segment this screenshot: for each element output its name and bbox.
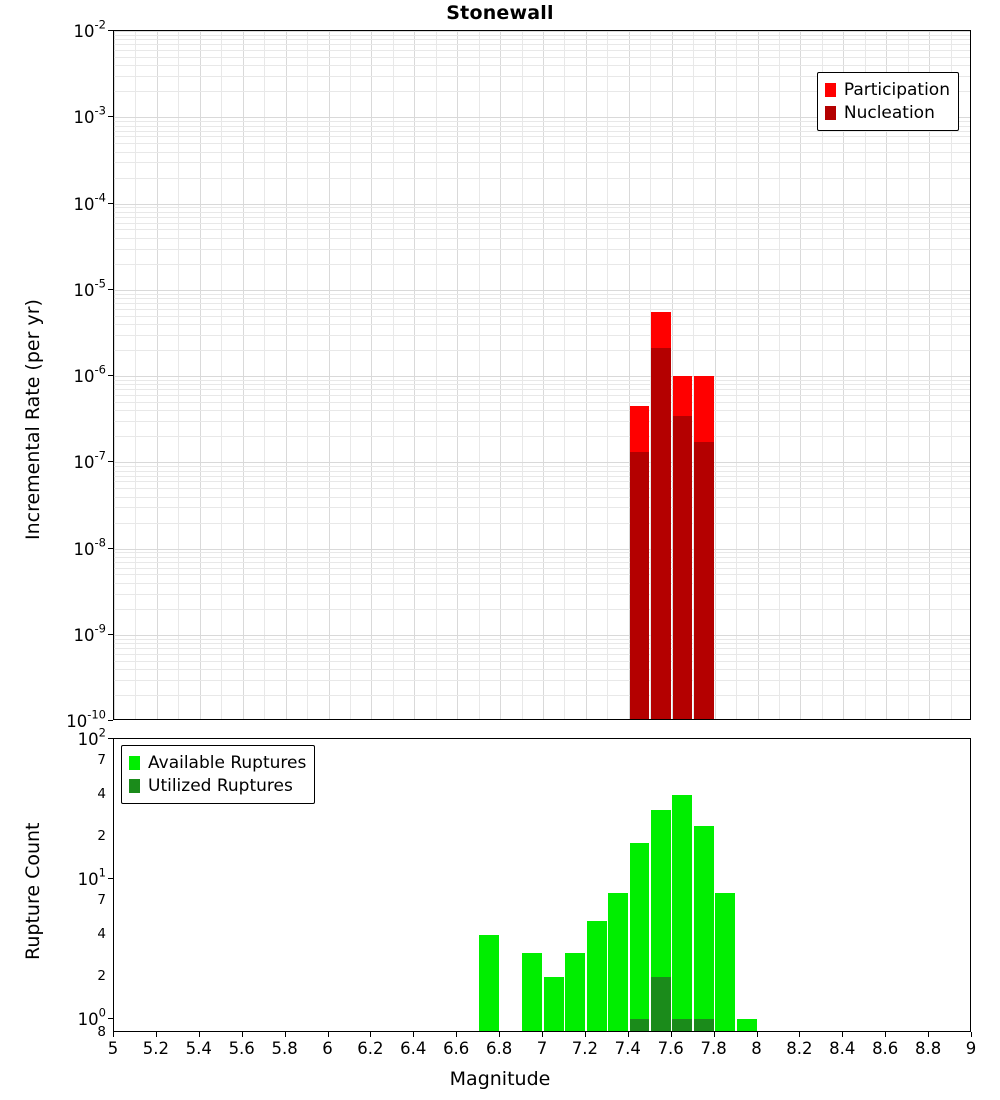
y-tick-mark xyxy=(108,634,113,635)
legend-item-nucleation xyxy=(825,101,950,124)
x-tick-label: 8 xyxy=(751,1039,762,1058)
legend-item-participation xyxy=(825,78,950,101)
gridline-horizontal xyxy=(114,57,970,58)
x-tick-label: 5.4 xyxy=(185,1039,212,1058)
gridline-vertical xyxy=(822,31,823,719)
gridline-vertical xyxy=(715,31,716,719)
bar-utilized-ruptures xyxy=(651,977,671,1032)
gridline-horizontal xyxy=(114,294,970,295)
y-tick-label: $10^{-6}$ xyxy=(73,362,106,386)
x-tick-label: 7 xyxy=(536,1039,548,1058)
gridline-horizontal xyxy=(114,583,970,584)
gridline-horizontal xyxy=(114,389,970,390)
gridline-vertical xyxy=(457,31,458,719)
gridline-horizontal xyxy=(114,207,970,208)
gridline-horizontal xyxy=(114,35,970,36)
participation-swatch xyxy=(825,83,836,97)
x-tick-mark xyxy=(757,1032,758,1037)
bar-available-ruptures xyxy=(544,977,564,1032)
x-tick-mark xyxy=(714,1032,715,1037)
y-tick-label: $10^0$ xyxy=(77,1005,106,1030)
gridline-horizontal xyxy=(114,229,970,230)
x-tick-mark xyxy=(456,1032,457,1037)
gridline-horizontal xyxy=(114,507,970,508)
gridline-vertical xyxy=(157,31,158,719)
bar-available-ruptures xyxy=(715,893,735,1032)
page-title: Stonewall xyxy=(446,2,554,24)
x-tick-label: 5.8 xyxy=(271,1039,298,1058)
x-tick-mark xyxy=(585,1032,586,1037)
gridline-horizontal xyxy=(114,471,970,472)
gridline-vertical xyxy=(500,31,501,719)
bar-nucleation xyxy=(673,416,692,720)
x-tick-mark xyxy=(370,1032,371,1037)
gridline-horizontal xyxy=(114,309,970,310)
y-tick-mark xyxy=(108,30,113,31)
legend-ruptures xyxy=(121,745,315,804)
gridline-horizontal xyxy=(114,574,970,575)
y-tick-label: $10^{-7}$ xyxy=(73,448,106,472)
gridline-horizontal xyxy=(114,557,970,558)
gridline-horizontal xyxy=(114,695,970,696)
y-minor-tick-label: 7 xyxy=(97,891,106,908)
gridline-horizontal xyxy=(114,549,970,550)
x-tick-mark xyxy=(156,1032,157,1037)
gridline-vertical xyxy=(843,31,844,719)
gridline-vertical xyxy=(264,31,265,719)
y-tick-mark xyxy=(108,720,113,721)
x-tick-label: 9 xyxy=(965,1039,977,1058)
y-tick-mark xyxy=(108,461,113,462)
available-swatch xyxy=(129,756,140,770)
legend-label-nucleation: Nucleation xyxy=(843,102,935,123)
gridline-vertical xyxy=(522,31,523,719)
gridline-horizontal xyxy=(114,44,970,45)
legend-item-utilized xyxy=(129,774,306,797)
x-tick-label: 7.4 xyxy=(614,1039,641,1058)
legend-label-participation: Participation xyxy=(843,79,950,100)
gridline-horizontal xyxy=(114,402,970,403)
gridline-vertical xyxy=(951,31,952,719)
gridline-horizontal xyxy=(114,223,970,224)
x-tick-label: 8.8 xyxy=(914,1039,942,1058)
x-tick-mark xyxy=(242,1032,243,1037)
bottom-y-axis-label: Rupture Count xyxy=(22,822,44,960)
y-tick-mark xyxy=(108,878,113,879)
gridline-horizontal xyxy=(114,648,970,649)
gridline-vertical xyxy=(371,31,372,719)
x-tick-label: 8.6 xyxy=(872,1039,899,1058)
x-tick-mark xyxy=(413,1032,414,1037)
gridline-horizontal xyxy=(114,65,970,66)
gridline-horizontal xyxy=(114,562,970,563)
x-tick-mark xyxy=(499,1032,500,1037)
x-tick-mark xyxy=(199,1032,200,1037)
x-tick-label: 5.2 xyxy=(142,1039,170,1058)
bar-available-ruptures xyxy=(672,795,692,1032)
gridline-horizontal xyxy=(114,654,970,655)
x-tick-label: 8.2 xyxy=(786,1039,813,1058)
gridline-horizontal xyxy=(114,635,970,636)
gridline-horizontal xyxy=(114,143,970,144)
y-tick-mark xyxy=(108,375,113,376)
gridline-horizontal xyxy=(114,324,970,325)
y-tick-mark xyxy=(108,1018,113,1019)
gridline-horizontal xyxy=(114,238,970,239)
x-tick-label: 6.6 xyxy=(443,1039,470,1058)
x-tick-mark xyxy=(799,1032,800,1037)
bar-available-ruptures xyxy=(694,826,714,1032)
y-minor-tick-label: 2 xyxy=(97,828,106,844)
y-tick-label: $10^{-3}$ xyxy=(73,103,106,127)
legend-rate xyxy=(817,72,959,131)
rupture-count-plot xyxy=(113,738,971,1032)
gridline-horizontal xyxy=(114,384,970,385)
y-tick-mark xyxy=(108,548,113,549)
bar-available-ruptures xyxy=(737,1019,757,1032)
gridline-vertical xyxy=(586,31,587,719)
gridline-horizontal xyxy=(114,152,970,153)
bar-utilized-ruptures xyxy=(630,1019,650,1032)
y-tick-mark xyxy=(108,289,113,290)
x-tick-mark xyxy=(113,1032,114,1037)
gridline-horizontal xyxy=(114,410,970,411)
gridline-horizontal xyxy=(114,303,970,304)
gridline-vertical xyxy=(886,31,887,719)
gridline-horizontal xyxy=(114,476,970,477)
y-tick-mark xyxy=(108,203,113,204)
x-tick-mark xyxy=(328,1032,329,1037)
y-tick-label: $10^{-5}$ xyxy=(73,276,106,300)
y-minor-tick-label: 8 xyxy=(97,1024,106,1040)
gridline-horizontal xyxy=(114,481,970,482)
gridline-vertical xyxy=(607,31,608,719)
x-tick-mark xyxy=(928,1032,929,1037)
legend-item-available xyxy=(129,751,306,774)
x-tick-label: 5 xyxy=(107,1039,119,1058)
bar-nucleation xyxy=(651,348,670,720)
gridline-vertical xyxy=(543,31,544,719)
gridline-horizontal xyxy=(114,568,970,569)
x-tick-label: 8.4 xyxy=(829,1039,856,1058)
gridline-vertical xyxy=(479,31,480,719)
incremental-rate-plot xyxy=(113,30,971,720)
gridline-horizontal xyxy=(114,497,970,498)
y-tick-mark xyxy=(108,738,113,739)
gridline-vertical xyxy=(178,31,179,719)
gridline-horizontal xyxy=(114,669,970,670)
x-tick-label: 7.8 xyxy=(700,1039,727,1058)
y-tick-label: $10^{-4}$ xyxy=(73,189,106,214)
gridline-horizontal xyxy=(114,212,970,213)
gridline-vertical xyxy=(307,31,308,719)
gridline-horizontal xyxy=(114,594,970,595)
x-tick-label: 6 xyxy=(322,1039,333,1058)
gridline-horizontal xyxy=(114,249,970,250)
bar-available-ruptures xyxy=(522,953,542,1032)
legend-label-available: Available Ruptures xyxy=(148,752,307,773)
y-minor-tick-label: 7 xyxy=(97,751,106,768)
top-y-axis-label: Incremental Rate (per yr) xyxy=(22,299,44,540)
gridline-vertical xyxy=(114,31,115,719)
x-tick-label: 7.2 xyxy=(571,1039,599,1058)
gridline-horizontal xyxy=(114,523,970,524)
gridline-horizontal xyxy=(114,552,970,553)
gridline-horizontal xyxy=(114,609,970,610)
nucleation-swatch xyxy=(825,106,836,120)
gridline-horizontal xyxy=(114,335,970,336)
gridline-vertical xyxy=(329,31,330,719)
gridline-vertical xyxy=(200,31,201,719)
y-minor-tick-label: 2 xyxy=(97,968,106,985)
gridline-horizontal xyxy=(114,643,970,644)
y-tick-mark xyxy=(108,116,113,117)
x-tick-label: 6.4 xyxy=(400,1039,427,1058)
x-tick-mark xyxy=(285,1032,286,1037)
bar-available-ruptures xyxy=(565,953,585,1032)
gridline-vertical xyxy=(929,31,930,719)
gridline-horizontal xyxy=(114,639,970,640)
x-tick-mark xyxy=(542,1032,543,1037)
x-tick-mark xyxy=(671,1032,672,1037)
gridline-vertical xyxy=(908,31,909,719)
gridline-vertical xyxy=(564,31,565,719)
x-tick-mark xyxy=(842,1032,843,1037)
gridline-horizontal xyxy=(114,204,970,205)
y-minor-tick-label: 4 xyxy=(97,785,106,802)
gridline-horizontal xyxy=(114,50,970,51)
y-minor-tick-label: 4 xyxy=(97,926,106,942)
gridline-vertical xyxy=(135,31,136,719)
y-tick-label: $10^{-9}$ xyxy=(73,621,106,645)
bar-available-ruptures xyxy=(608,893,628,1032)
gridline-horizontal xyxy=(114,466,970,467)
gridline-horizontal xyxy=(114,178,970,179)
y-tick-label: $10^2$ xyxy=(77,725,106,749)
bar-available-ruptures xyxy=(587,921,607,1032)
gridline-horizontal xyxy=(114,661,970,662)
gridline-vertical xyxy=(736,31,737,719)
gridline-vertical xyxy=(758,31,759,719)
x-tick-mark xyxy=(885,1032,886,1037)
gridline-horizontal xyxy=(114,488,970,489)
y-tick-label: $10^{-2}$ xyxy=(73,17,106,41)
legend-label-utilized: Utilized Ruptures xyxy=(148,775,293,796)
gridline-vertical xyxy=(414,31,415,719)
gridline-horizontal xyxy=(114,136,970,137)
gridline-horizontal xyxy=(114,31,970,32)
gridline-horizontal xyxy=(114,350,970,351)
x-tick-mark xyxy=(971,1032,972,1037)
gridline-horizontal xyxy=(114,298,970,299)
y-tick-label: $10^1$ xyxy=(77,865,106,889)
gridline-horizontal xyxy=(114,217,970,218)
x-tick-label: 5.6 xyxy=(228,1039,255,1058)
gridline-horizontal xyxy=(114,380,970,381)
gridline-vertical xyxy=(865,31,866,719)
x-tick-label: 6.2 xyxy=(357,1039,384,1058)
gridline-horizontal xyxy=(114,436,970,437)
gridline-horizontal xyxy=(114,290,970,291)
gridline-horizontal xyxy=(114,680,970,681)
gridline-horizontal xyxy=(114,39,970,40)
gridline-vertical xyxy=(779,31,780,719)
gridline-vertical xyxy=(286,31,287,719)
bar-nucleation xyxy=(694,442,713,720)
y-tick-label: $10^{-8}$ xyxy=(73,534,106,559)
x-tick-label: 7.6 xyxy=(657,1039,684,1058)
y-tick-label: $10^{-10}$ xyxy=(66,707,106,731)
gridline-horizontal xyxy=(114,376,970,377)
gridline-horizontal xyxy=(114,421,970,422)
utilized-swatch xyxy=(129,779,140,793)
gridline-horizontal xyxy=(114,395,970,396)
x-tick-mark xyxy=(628,1032,629,1037)
bar-utilized-ruptures xyxy=(694,1019,714,1032)
bar-utilized-ruptures xyxy=(672,1019,692,1032)
gridline-vertical xyxy=(350,31,351,719)
bar-available-ruptures xyxy=(630,843,650,1032)
gridline-horizontal xyxy=(114,264,970,265)
bar-available-ruptures xyxy=(479,935,499,1032)
gridline-vertical xyxy=(393,31,394,719)
gridline-horizontal xyxy=(114,162,970,163)
bar-nucleation xyxy=(630,452,649,720)
x-tick-label: 6.8 xyxy=(485,1039,513,1058)
gridline-horizontal xyxy=(114,316,970,317)
gridline-vertical xyxy=(221,31,222,719)
gridline-vertical xyxy=(436,31,437,719)
x-axis-label: Magnitude xyxy=(449,1068,551,1090)
gridline-vertical xyxy=(243,31,244,719)
gridline-vertical xyxy=(800,31,801,719)
gridline-horizontal xyxy=(114,462,970,463)
